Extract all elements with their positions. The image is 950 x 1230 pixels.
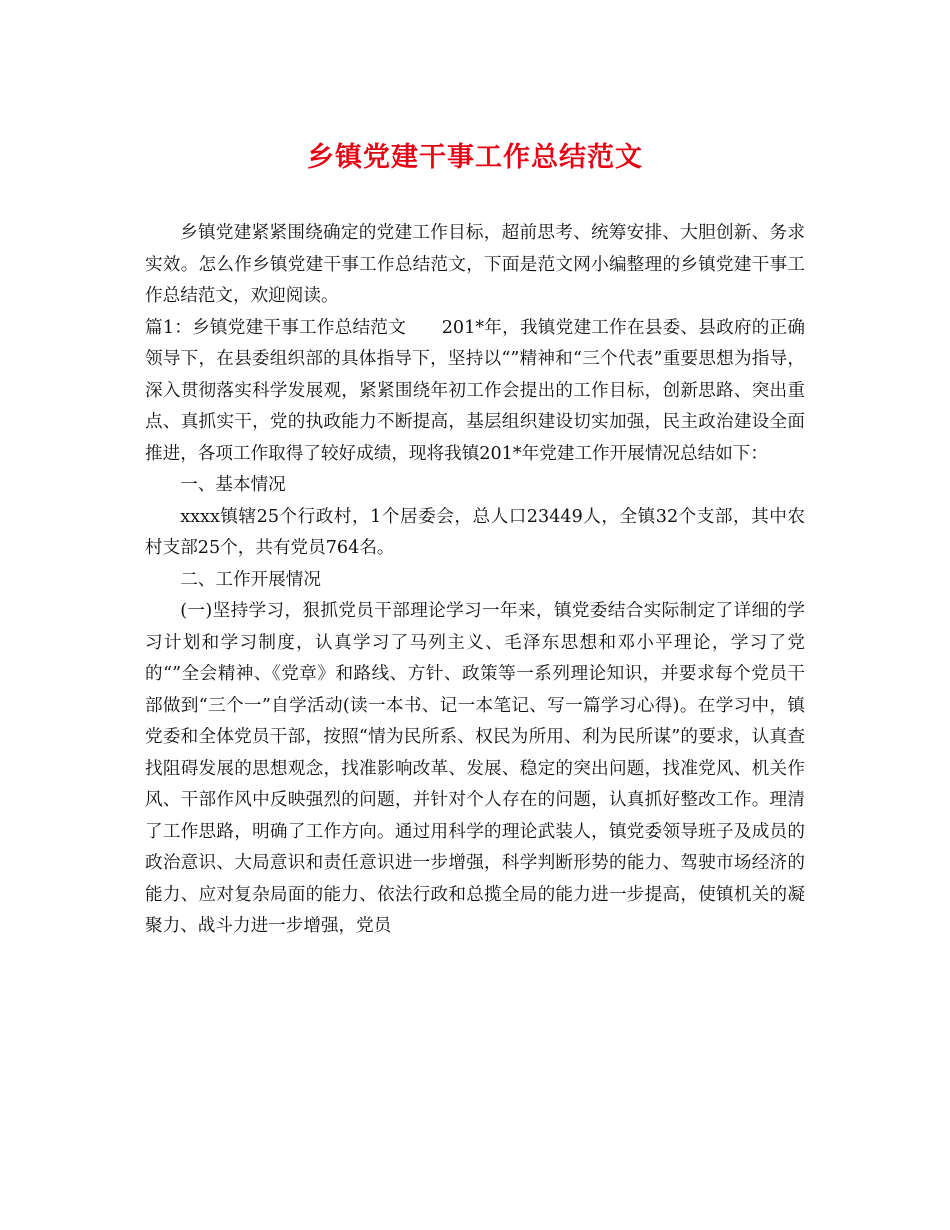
paragraph-intro: 乡镇党建紧紧围绕确定的党建工作目标，超前思考、统筹安排、大胆创新、务求实效。怎么作乡镇党建干事工作总结范文，下面是范文网小编整理的乡镇党建干事工作总结范文，欢迎阅读。 <box>145 223 805 306</box>
document-body <box>145 218 805 943</box>
section-heading-basic: 一、基本情况 <box>180 475 286 495</box>
paragraph-basic-info: xxxx镇辖25个行政村，1个居委会，总人口23449人，全镇32个支部，其中农村支部25个，共有党员764名。 <box>145 506 805 558</box>
document-title: 乡镇党建干事工作总结范文 <box>307 142 643 173</box>
paragraph-article-1: 篇1：乡镇党建干事工作总结范文 201*年，我镇党建工作在县委、县政府的正确领导下，在县委组织部的具体指导下，坚持以“”精神和“三个代表”重要思想为指导，深入贯彻落实科学发展观，紧紧围绕年初工作会提出的工作目标，创新思路、突出重点、真抓实干，党的执政能力不断提高，基层组织建设切实加强，民主政治建设全面推进，各项工作取得了较好成绩，现将我镇201*年党建工作开展情况总结如下： <box>145 317 805 464</box>
paragraph-study: (一)坚持学习，狠抓党员干部理论学习一年来，镇党委结合实际制定了详细的学习计划和学习制度，认真学习了马列主义、毛泽东思想和邓小平理论，学习了党的“”全会精神、《党章》和路线、方针、政策等一系列理论知识，并要求每个党员干部做到“三个一”自学活动(读一本书、记一本笔记、写一篇学习心得)。在学习中，镇党委和全体党员干部，按照“情为民所系、权民为所用、利为民所谋”的要求，认真查找阻碍发展的思想观念，找准影响改革、发展、稳定的突出问题，找准党风、机关作风、干部作风中反映强烈的问题，并针对个人存在的问题，认真抓好整改工作。理清了工作思路，明确了工作方向。通过用科学的理论武装人，镇党委领导班子及成员的政治意识、大局意识和责任意识进一步增强，科学判断形势的能力、驾驶市场经济的能力、应对复杂局面的能力、依法行政和总揽全局的能力进一步提高，使镇机关的凝聚力、战斗力进一步增强，党员 <box>145 601 805 936</box>
section-heading-work: 二、工作开展情况 <box>180 569 321 590</box>
